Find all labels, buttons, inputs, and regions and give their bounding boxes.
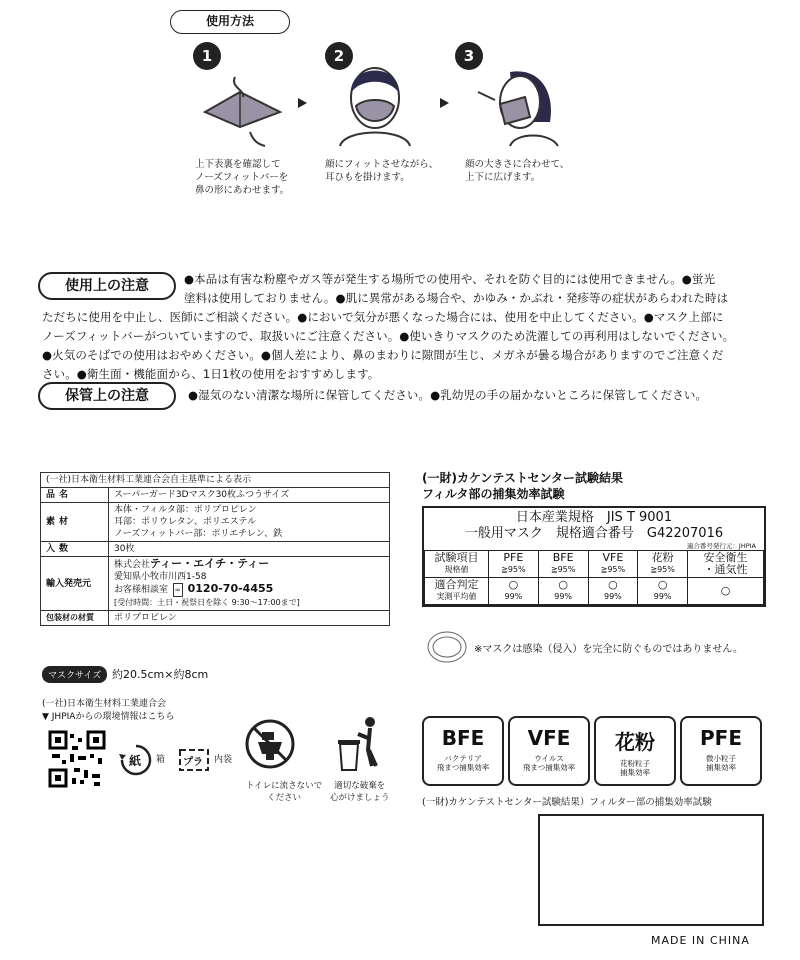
notice-storage-label: 保管上の注意 bbox=[38, 382, 176, 410]
contact-hours: [受付時間：土日・祝祭日を除く 9:30〜17:00まで] bbox=[114, 598, 300, 607]
kaken-result-mark: ○ bbox=[657, 578, 668, 591]
spec-material-label: 素材 bbox=[41, 503, 109, 542]
badge-title: VFE bbox=[527, 726, 571, 750]
freedial-icon: ∞ bbox=[173, 583, 183, 597]
kaken-result-mark: ○ bbox=[558, 578, 568, 591]
step-1-text: 上下表裏を確認して ノーズフィットバーを 鼻の形にあわせます。 bbox=[195, 159, 290, 196]
step-3-number: 3 bbox=[455, 42, 483, 70]
company-prefix: 株式会社 bbox=[114, 560, 151, 570]
plastic-mark-text: プラ bbox=[183, 757, 203, 768]
spec-material-item: 耳部：ポリウレタン、ポリエステル bbox=[114, 517, 257, 527]
spec-material-item: ノーズフィットバー部：ポリエチレン、鉄 bbox=[114, 529, 283, 539]
jhpia-info bbox=[42, 698, 174, 724]
plastic-recycle-icon bbox=[176, 744, 212, 780]
badge-pfe bbox=[680, 716, 762, 786]
badges-caption: (一財)カケンテストセンター試験結果）フィルター部の捕集効率試験 bbox=[422, 797, 712, 808]
badge-title: BFE bbox=[441, 726, 485, 750]
size-label: マスクサイズ bbox=[42, 666, 107, 683]
notice-use-line: ●火気のそばでの使用はおやめください。●個人差により、鼻のまわりに隙間が生じ、メガネが曇る場合がありますのでご注意くだ bbox=[42, 348, 724, 362]
kaken-table-box bbox=[422, 506, 766, 607]
spec-materials bbox=[109, 503, 390, 542]
kaken-item-value: ≧95% bbox=[550, 565, 576, 574]
step-3-text: 顔の大きさに合わせて、 上下に広げます。 bbox=[465, 159, 570, 183]
spec-table bbox=[40, 472, 390, 626]
notice-use-label: 使用上の注意 bbox=[38, 272, 176, 300]
company-address: 愛知県小牧市川西1-58 bbox=[114, 572, 207, 582]
kaken-safety-label: 安全衛生 bbox=[703, 551, 748, 564]
trash-bin-icon bbox=[336, 716, 384, 776]
kaken-std3: 適合番号発行元：JHPIA bbox=[686, 542, 756, 550]
kaken-results-table bbox=[424, 550, 764, 605]
badge-subtitle: 花粉粒子 捕集効率 bbox=[620, 759, 650, 777]
kaken-row1-label: 試験項目 bbox=[434, 551, 479, 564]
kaken-result-mark: ○ bbox=[508, 578, 519, 591]
kaken-item-name: 花粉 bbox=[651, 551, 674, 564]
spec-count: 30枚 bbox=[109, 542, 390, 557]
kaken-row2-sub: 実測平均値 bbox=[436, 592, 477, 601]
company-name: ティー・エイチ・ティー bbox=[150, 557, 270, 570]
step-1-illustration bbox=[195, 72, 285, 147]
spec-product: スーパーガード3Dマスク30枚ふつうサイズ bbox=[109, 488, 390, 503]
jhpia-seal-icon bbox=[426, 630, 468, 668]
badge-vfe bbox=[508, 716, 590, 786]
notice-use-line: ●本品は有害な粉塵やガス等が発生する場所での使用や、それを防ぐ目的には使用できません。●蛍光 bbox=[184, 272, 716, 286]
notice-use-line: 塗料は使用しておりません。●肌に異常がある場合や、かゆみ・かぶれ・発疹等の症状があらわれた時は bbox=[184, 291, 729, 305]
badge-title: PFE bbox=[700, 726, 742, 750]
kaken-title1: (一財)カケンテストセンター試験結果 bbox=[422, 471, 624, 485]
notice-use-line: さい。●衛生面・機能面から、1日1枚の使用をおすすめします。 bbox=[42, 367, 380, 381]
kaken-std1: 日本産業規格 JIS T 9001 bbox=[515, 510, 673, 525]
spec-header: (一社)日本衛生材料工業連合会自主基準による表示 bbox=[41, 473, 390, 488]
paper-mark-text: 紙 bbox=[129, 754, 142, 768]
arrow-right-icon bbox=[440, 98, 449, 108]
contact-label: お客様相談室 bbox=[114, 585, 169, 595]
kaken-result-value: 99% bbox=[554, 592, 573, 601]
step-2-number: 2 bbox=[325, 42, 353, 70]
kaken-std2: 一般用マスク 規格適合番号 G42207016 bbox=[464, 526, 724, 541]
kaken-row1-sub: 規格値 bbox=[444, 565, 469, 574]
kaken-disclaimer: ※マスクは感染（侵入）を完全に防ぐものではありません。 bbox=[474, 644, 743, 655]
kaken-title2: フィルタ部の捕集効率試験 bbox=[422, 487, 565, 501]
kaken-item-name: BFE bbox=[552, 551, 574, 564]
usage-title: 使用方法 bbox=[170, 10, 290, 34]
jhpia-line2: ▼ JHPIAからの環境情報はこちら bbox=[42, 712, 175, 722]
qr-code-icon[interactable] bbox=[48, 730, 106, 788]
spec-product-label: 品名 bbox=[41, 488, 109, 503]
notice-storage-text: ●湿気のない清潔な場所に保管してください。●乳幼児の手の届かないところに保管してください。 bbox=[188, 388, 708, 402]
made-in-label: MADE IN CHINA bbox=[651, 934, 750, 947]
kaken-result-value: 99% bbox=[603, 592, 622, 601]
kaken-item-value: ≧95% bbox=[600, 565, 626, 574]
badge-subtitle: 微小粒子 捕集効率 bbox=[706, 754, 736, 772]
paper-recycle-icon bbox=[118, 744, 154, 780]
no-flush-icon bbox=[244, 718, 296, 774]
step-1-number: 1 bbox=[193, 42, 221, 70]
kaken-result-mark: ○ bbox=[608, 578, 618, 591]
person-wearing-mask-icon bbox=[330, 58, 420, 148]
dispose-text: 適切な破棄を 心がけましょう bbox=[330, 781, 390, 803]
blank-box bbox=[538, 814, 764, 926]
no-flush-text: トイレに流さないで ください bbox=[246, 781, 323, 803]
kaken-item-name: VFE bbox=[602, 551, 624, 564]
kaken-breath-label: ・通気性 bbox=[703, 563, 748, 576]
step-2-illustration bbox=[330, 58, 420, 148]
step-2-text: 顔にフィットさせながら、 耳ひもを掛けます。 bbox=[325, 159, 439, 183]
kaken-result-value: 99% bbox=[653, 592, 672, 601]
spec-count-label: 入数 bbox=[41, 542, 109, 557]
kaken-item-value: ≧95% bbox=[501, 565, 526, 574]
paper-mark-suffix: 箱 bbox=[156, 755, 166, 765]
spec-importer bbox=[109, 557, 390, 611]
kaken-item-name: PFE bbox=[503, 551, 524, 564]
notice-use-line: ノーズフィットバーがついていますので、取扱いにご注意ください。●使いきりマスクのため洗濯しての再利用はしないでください。 bbox=[42, 329, 735, 343]
spec-packaging: ポリプロピレン bbox=[109, 611, 390, 626]
notice-use-body bbox=[42, 270, 772, 384]
plastic-mark-suffix: 内袋 bbox=[214, 755, 233, 765]
person-side-mask-icon bbox=[470, 62, 560, 147]
hands-holding-mask-icon bbox=[195, 72, 285, 147]
jhpia-line1: (一社)日本衛生材料工業連合会 bbox=[42, 699, 167, 709]
badge-pollen bbox=[594, 716, 676, 786]
badge-bfe bbox=[422, 716, 504, 786]
spec-importer-label: 輸入発売元 bbox=[41, 557, 109, 611]
step-3-illustration bbox=[470, 62, 560, 147]
spec-packaging-label: 包装材の材質 bbox=[41, 611, 109, 626]
badge-subtitle: バクテリア 飛まつ捕集効率 bbox=[436, 754, 490, 772]
kaken-item-value: ≧95% bbox=[650, 565, 675, 574]
size-value: 約20.5cm×約8cm bbox=[112, 668, 209, 681]
badge-title: 花粉 bbox=[615, 730, 655, 754]
kaken-result-value: 99% bbox=[504, 592, 523, 601]
freedial-number: 0120-70-4455 bbox=[187, 582, 274, 595]
spec-material-item: 本体・フィルタ部：ポリプロピレン bbox=[114, 505, 257, 515]
kaken-header bbox=[422, 470, 623, 502]
kaken-row2-label: 適合判定 bbox=[434, 578, 479, 591]
badge-subtitle: ウイルス 飛まつ捕集効率 bbox=[522, 754, 576, 772]
notice-use-line: ただちに使用を中止し、医師にご相談ください。●においで気分が悪くなった場合には、使用を中止してください。●マスク上部に bbox=[42, 310, 724, 324]
kaken-safety-result: ○ bbox=[688, 578, 764, 605]
arrow-right-icon bbox=[298, 98, 307, 108]
